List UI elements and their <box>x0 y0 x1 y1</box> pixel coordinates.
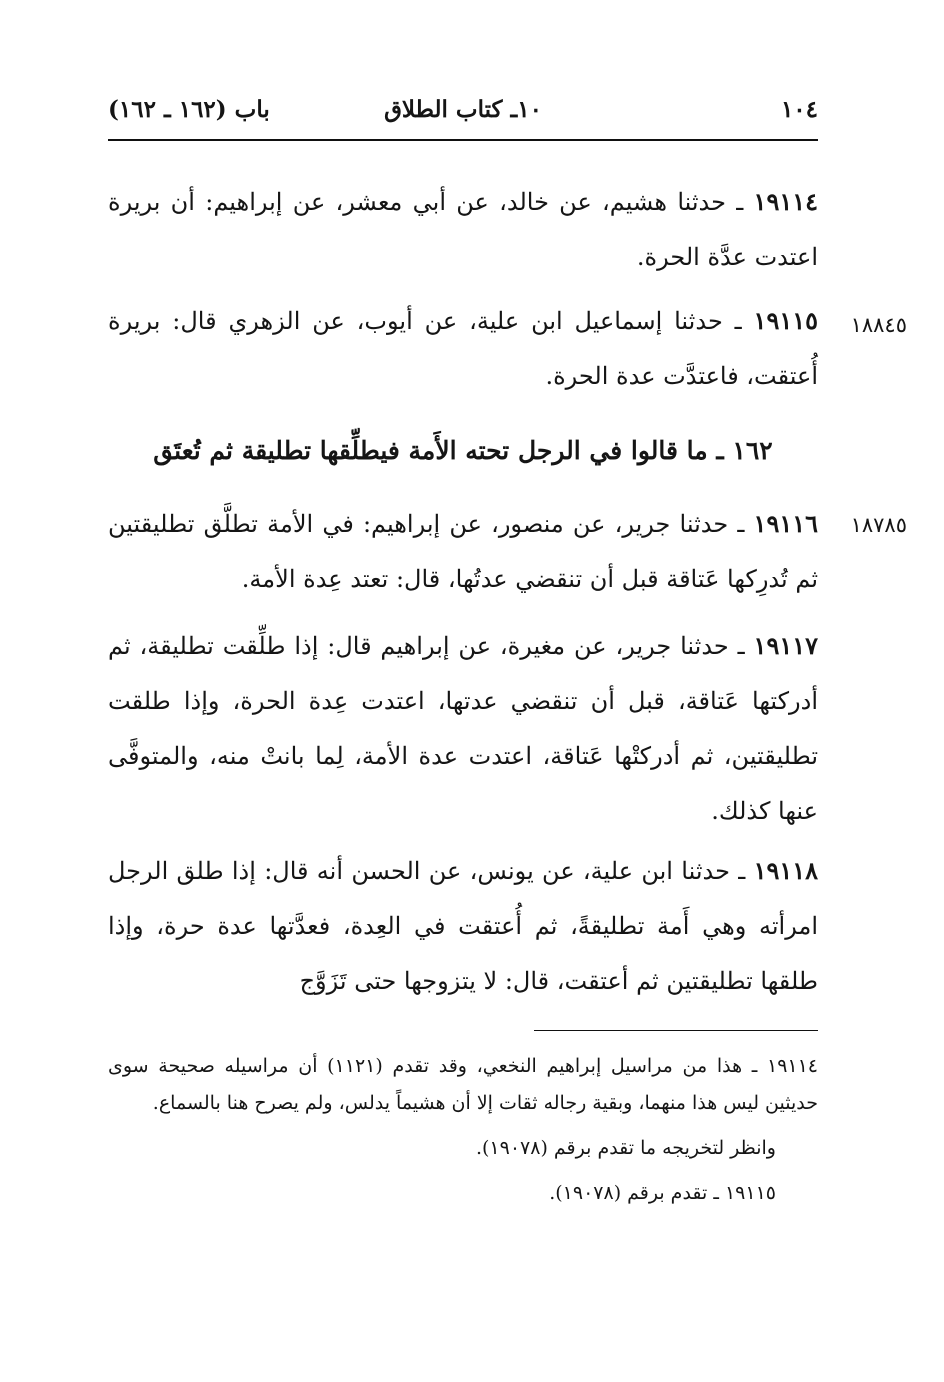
hadith-text: ـ حدثنا جرير، عن منصور، عن إبراهيم: في الأمة تطلَّق تطليقتين ثم تُدرِكها عَتاقة قبل أن تنقضي عدتُها، قال: تعتد عِدة الأمة. <box>108 510 818 593</box>
footnote: ١٩١١٥ ـ تقدم برقم (١٩٠٧٨). <box>549 1182 776 1204</box>
footnotes <box>108 1048 818 1220</box>
page-header <box>108 92 818 132</box>
chapter-range: باب (١٦٢ ـ ١٦٢) <box>108 96 270 123</box>
hadith-text: ـ حدثنا جرير، عن مغيرة، عن إبراهيم قال: إذا طلِّقت تطليقة، ثم أدركتها عَتاقة، قبل أن تنقضي عدتها، اعتدت عِدة الحرة، وإذا طلقت تطليقتين، ثم أدركتْها عَتاقة، اعتدت عدة الأمة، لِما بانتْ منه، والمتوفَّى عنها كذلك. <box>108 632 818 825</box>
footnote: ١٩١١٤ ـ هذا من مراسيل إبراهيم النخعي، وقد تقدم (١١٢١) أن مراسيله صحيحة سوى حديثين ليس هذا منهما، وبقية رجاله ثقات إلا أن هشيماً يدلس، ولم يصرح هنا بالسماع. <box>108 1055 819 1114</box>
hadith-number: ١٩١١٨ <box>753 856 819 885</box>
hadith-entry <box>108 843 818 1009</box>
footnote: وانظر لتخريجه ما تقدم برقم (١٩٠٧٨). <box>475 1137 776 1159</box>
hadith-text: ـ حدثنا إسماعيل ابن علية، عن أيوب، عن الزهري قال: بريرة أُعتقت، فاعتدَّت عدة الحرة. <box>108 307 818 390</box>
header-rule <box>108 139 818 141</box>
hadith-entry <box>108 496 818 607</box>
book-title: ١٠ـ كتاب الطلاق <box>384 96 542 123</box>
hadith-number: ١٩١١٤ <box>753 187 818 216</box>
hadith-entry <box>108 293 818 404</box>
margin-reference: ١٨٨٤٥ <box>850 313 907 337</box>
footnote-rule <box>534 1030 818 1031</box>
hadith-number: ١٩١١٥ <box>753 306 818 335</box>
hadith-text: ـ حدثنا ابن علية، عن يونس، عن الحسن أنه قال: إذا طلق الرجل امرأته وهي أَمة تطليقةً، ثم أُعتقت في العِدة، فعدَّتها عدة حرة، وإذا طلقها تطليقتين ثم أعتقت، قال: لا يتزوجها حتى تَزَوَّج <box>108 857 818 995</box>
page-number: ١٠٤ <box>780 96 818 123</box>
hadith-number: ١٩١١٧ <box>753 631 818 660</box>
margin-reference: ١٨٧٨٥ <box>850 513 907 537</box>
hadith-entry <box>108 174 818 285</box>
hadith-number: ١٩١١٦ <box>753 509 818 538</box>
hadith-text: ـ حدثنا هشيم، عن خالد، عن أبي معشر، عن إبراهيم: أن بريرة اعتدت عدَّة الحرة. <box>108 188 818 271</box>
section-heading: ١٦٢ ـ ما قالوا في الرجل تحته الأَمة فيطلِّقها تطليقة ثم تُعتَق <box>153 436 773 465</box>
hadith-entry <box>108 618 818 839</box>
